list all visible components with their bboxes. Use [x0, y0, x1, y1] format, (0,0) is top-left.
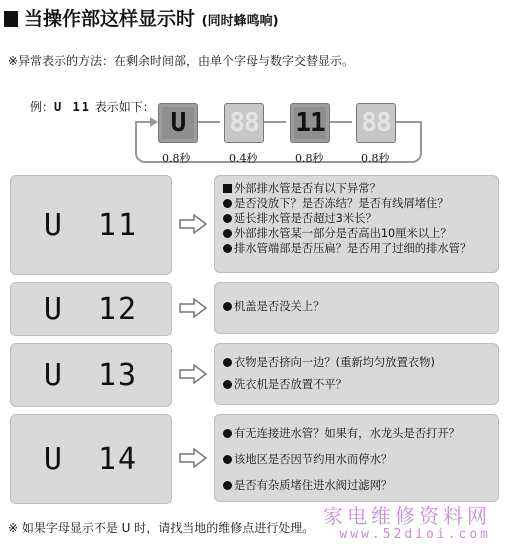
- example-frame-1: U: [158, 103, 198, 143]
- bullet-icon: [223, 199, 232, 208]
- list-item: 衣物是否挤向一边？(重新均匀放置衣物): [223, 352, 490, 374]
- error-message-u14: [214, 414, 499, 502]
- list-item: 是否有杂质堵住进水阀过滤网？: [223, 473, 490, 499]
- error-code-u13: U 13: [10, 343, 172, 407]
- frame-duration: 0.8秒: [295, 152, 324, 165]
- loop-arrow-icon: [150, 117, 158, 127]
- footer-note: ※ 如果字母显示不是 U 时，请找当地的维修点进行处理。: [8, 521, 315, 535]
- frame-duration: 0.8秒: [162, 152, 191, 165]
- right-arrow-icon: [178, 364, 208, 384]
- example-frame-2: 88: [224, 103, 264, 143]
- right-arrow-icon: [178, 214, 208, 234]
- example-frame-4: 88: [356, 103, 396, 143]
- list-item: 洗衣机是否放置不平？: [223, 374, 490, 396]
- list-item: 该地区是否因节约用水而停水？: [223, 447, 490, 473]
- bullet-icon: [223, 380, 232, 389]
- page-subtitle: (同时蜂鸣响): [201, 14, 279, 29]
- example-code: U 11: [54, 100, 91, 114]
- frame-duration: 0.8秒: [361, 152, 390, 165]
- error-message-u11: [214, 175, 499, 273]
- error-code-u11: U 11: [10, 175, 172, 275]
- list-item: 有无连接进水管？如果有，水龙头是否打开？: [223, 421, 490, 447]
- sequence-connector: [396, 121, 420, 123]
- error-code-u12: U 12: [10, 282, 172, 336]
- list-item: 延长排水管是否超过3米长？: [223, 211, 490, 226]
- list-item: 是否没放下？是否冻结？是否有线屑堵住？: [223, 196, 490, 211]
- bullet-icon: [223, 481, 232, 490]
- right-arrow-icon: [178, 448, 208, 468]
- error-code-u14: U 14: [10, 414, 172, 504]
- watermark-text: 家电维修资料网: [323, 504, 491, 528]
- bullet-icon: [223, 358, 232, 367]
- square-bullet-icon: [223, 184, 232, 193]
- bullet-icon: [223, 229, 232, 238]
- frame-duration: 0.4秒: [229, 152, 258, 165]
- bullet-icon: [223, 455, 232, 464]
- error-message-u12: [214, 282, 499, 334]
- bullet-icon: [223, 302, 232, 311]
- watermark-url: www.52dioi.com: [339, 527, 491, 542]
- error-message-u13: [214, 343, 499, 405]
- list-item: 外部排水管某一部分是否高出10厘米以上？: [223, 226, 490, 241]
- list-item: 机盖是否没关上？: [223, 299, 490, 314]
- right-arrow-icon: [178, 298, 208, 318]
- bullet-icon: [223, 214, 232, 223]
- intro-text: ※异常表示的方法：在剩余时间部，由单个字母与数字交替显示。: [8, 54, 355, 68]
- example-frame-3: 11: [290, 103, 330, 143]
- bullet-icon: [223, 244, 232, 253]
- bullet-icon: [223, 429, 232, 438]
- list-item: 外部排水管是否有以下异常？: [223, 181, 490, 196]
- page-title: 当操作部这样显示时 (同时蜂鸣响): [4, 4, 279, 31]
- example-label: 例：U 11 表示如下：: [30, 100, 155, 114]
- square-bullet-icon: [4, 11, 18, 27]
- list-item: 排水管端部是否压扁？是否用了过细的排水管？: [223, 241, 490, 256]
